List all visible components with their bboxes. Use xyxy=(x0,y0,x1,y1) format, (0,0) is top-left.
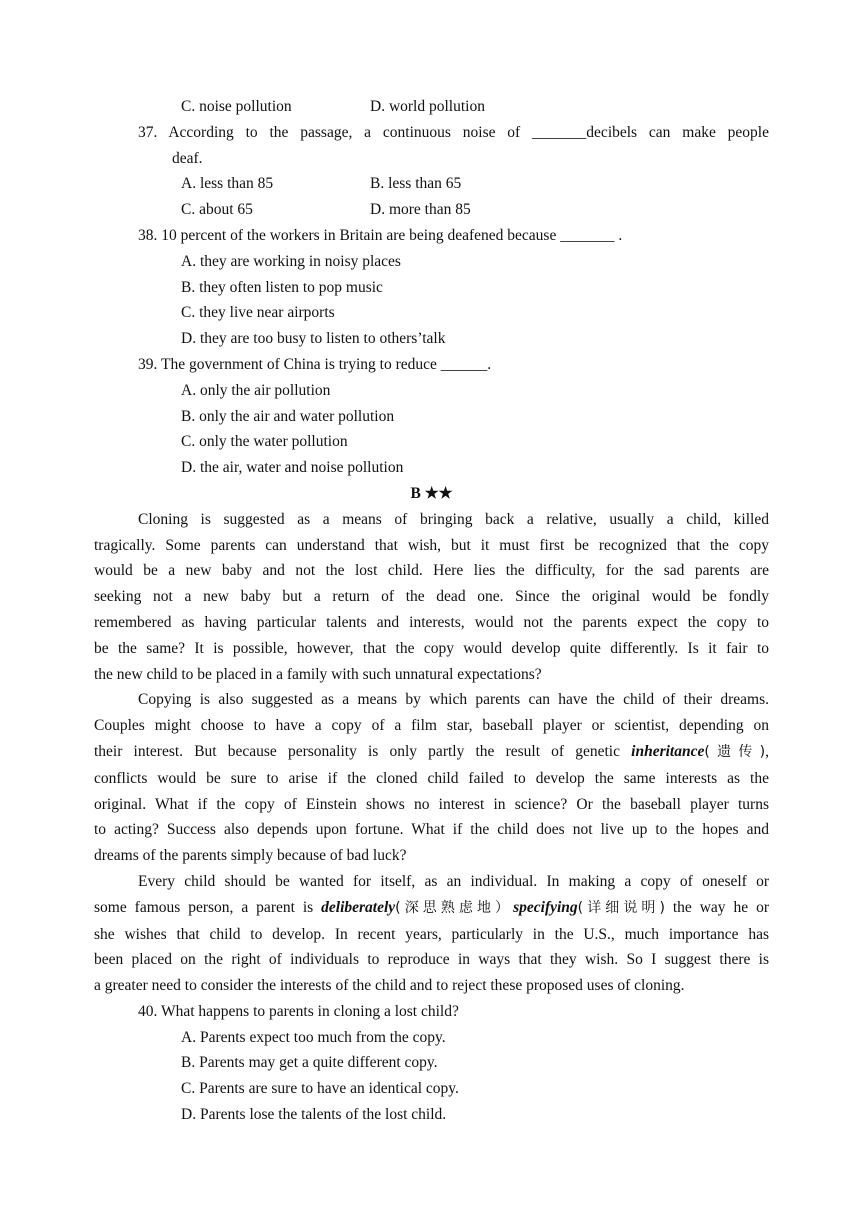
q40-option-a: A. Parents expect too much from the copy. xyxy=(181,1028,446,1046)
q39-option-b: B. only the air and water pollution xyxy=(181,407,395,425)
p3-line: been placed on the right of individuals to reproduce in ways that they wish. So I suggest there is xyxy=(94,951,769,969)
p1-line: Cloning is suggested as a means of bringing back a relative, usually a child, killed xyxy=(138,510,769,528)
p3-line: Every child should be wanted for itself, as an individual. In making a copy of oneself or xyxy=(138,872,769,890)
q38-option-c: C. they live near airports xyxy=(181,304,335,322)
q39-stem: 39. The government of China is trying to reduce ______. xyxy=(138,355,492,373)
p3-line: she wishes that child to develop. In recent years, particularly in the U.S., much importance has xyxy=(94,925,769,943)
gloss-inheritance: (遗传) xyxy=(704,743,766,760)
q38-option-b: B. they often listen to pop music xyxy=(181,278,383,296)
vocab-inheritance: inheritance xyxy=(631,742,705,760)
q40-option-c: C. Parents are sure to have an identical copy. xyxy=(181,1080,459,1098)
q36-options-cd xyxy=(94,94,769,120)
p2-line: to acting? Success also depends upon fortune. What if the child does not live up to the hopes and xyxy=(94,821,769,839)
passage-paragraph-2 xyxy=(94,687,769,869)
q37-stem-continued: deaf. xyxy=(172,149,203,167)
q37-options-ab xyxy=(94,171,769,197)
p3-line: a greater need to consider the interests of the child and to reject these proposed uses of cloning. xyxy=(94,977,685,995)
q37-option-d: D. more than 85 xyxy=(370,201,471,219)
q36-option-d: D. world pollution xyxy=(370,98,485,115)
document-content xyxy=(94,94,769,1128)
p3-line xyxy=(94,895,769,922)
p1-line: would be a new baby and not the lost child. Here lies the difficulty, for the sad parents are xyxy=(94,562,769,580)
p1-line: tragically. Some parents can understand that wish, but it must first be recognized that the copy xyxy=(94,536,769,554)
q37-stem: 37. According to the passage, a continuous noise of _______decibels can make people xyxy=(138,123,769,141)
p1-line: the new child to be placed in a family with such unnatural expectations? xyxy=(94,665,542,683)
gloss-deliberately: (深思熟虑地） xyxy=(395,899,514,916)
section-b-heading: B ★★ xyxy=(410,484,453,502)
q37-option-a: A. less than 85 xyxy=(181,175,274,193)
p2-line: original. What if the copy of Einstein shows no interest in science? Or the baseball player turns xyxy=(94,795,769,813)
p3-line2-end: the way he or xyxy=(664,898,769,916)
q37-option-c: C. about 65 xyxy=(181,201,253,219)
p2-line3-end: , xyxy=(765,742,769,760)
p2-line: Couples might choose to have a copy of a film star, baseball player or scientist, depending on xyxy=(94,717,769,735)
p2-line: conflicts would be sure to arise if the cloned child failed to develop the same interests as the xyxy=(94,769,769,787)
q36-option-c: C. noise pollution xyxy=(181,98,292,115)
q39-option-c: C. only the water pollution xyxy=(181,433,348,451)
p3-line2-text: some famous person, a parent is xyxy=(94,898,322,916)
p2-line: Copying is also suggested as a means by which parents can have the child of their dreams. xyxy=(138,691,769,709)
q40-stem: 40. What happens to parents in cloning a lost child? xyxy=(138,1002,459,1020)
q40-option-d: D. Parents lose the talents of the lost child. xyxy=(181,1106,447,1124)
p2-line: dreams of the parents simply because of bad luck? xyxy=(94,847,407,865)
q37-options-cd xyxy=(94,197,769,223)
p2-line3-text: their interest. But because personality is only partly the result of genetic xyxy=(94,742,632,760)
p1-line: be the same? It is possible, however, that the copy would develop quite differently. Is it fair to xyxy=(94,639,769,657)
p2-line xyxy=(94,739,769,766)
p1-line: seeking not a new baby but a return of the dead one. Since the original would be fondly xyxy=(94,588,769,606)
q38-stem: 38. 10 percent of the workers in Britain are being deafened because _______ . xyxy=(138,226,623,244)
q40-option-b: B. Parents may get a quite different copy. xyxy=(181,1054,438,1072)
p1-line: remembered as having particular talents and interests, would not the parents expect the copy to xyxy=(94,613,769,631)
vocab-specifying: specifying xyxy=(513,898,578,916)
vocab-deliberately: deliberately xyxy=(321,898,396,916)
q39-option-a: A. only the air pollution xyxy=(181,381,331,399)
q37-option-b: B. less than 65 xyxy=(370,175,462,193)
q39-option-d: D. the air, water and noise pollution xyxy=(181,459,404,477)
gloss-specifying: (详细说明) xyxy=(577,899,665,916)
q38-option-a: A. they are working in noisy places xyxy=(181,252,401,270)
passage-paragraph-1 xyxy=(94,507,769,688)
passage-paragraph-3 xyxy=(94,869,769,999)
q38-option-d: D. they are too busy to listen to others’talk xyxy=(181,330,446,348)
